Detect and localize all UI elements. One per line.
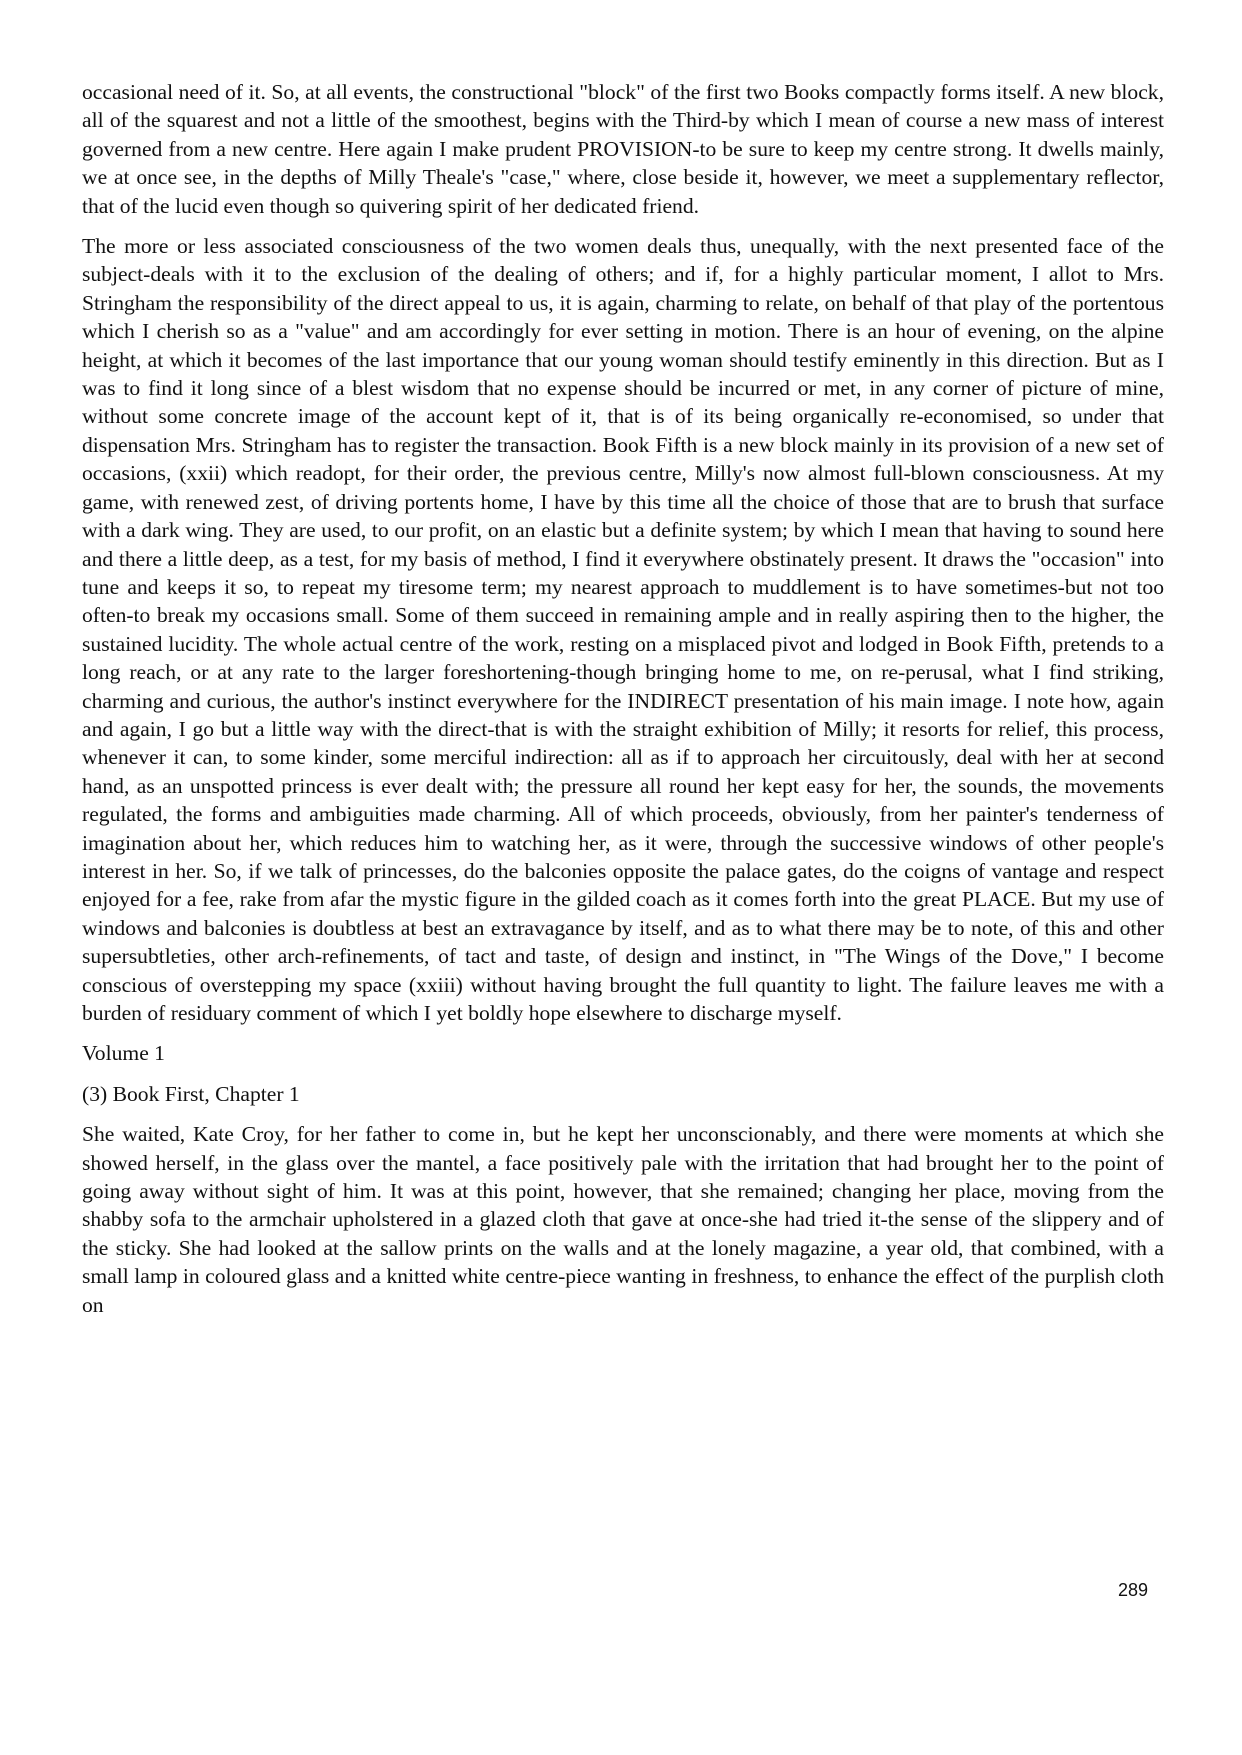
paragraph-chapter-opening: She waited, Kate Croy, for her father to come in, but he kept her unconscionably, and there were moments at which she showed herself, in the glass over the mantel, a face positively pale with the irritation that had brought her to the point of going away without sight of him. It was at this point, however, that she remained; changing her place, moving from the shabby sofa to the armchair upholstered in a glazed cloth that gave at once-she had tried it-the sense of the slippery and of the sticky. She had looked at the sallow prints on the walls and at the lonely magazine, a year old, that combined, with a small lamp in coloured glass and a knitted white centre-piece wanting in freshness, to enhance the effect of the purplish cloth on [82, 1122, 1164, 1317]
document-page [82, 78, 1164, 1331]
paragraph-main: The more or less associated consciousness of the two women deals thus, unequally, with the next presented face of the subject-deals with it to the exclusion of the dealing of others; and if, for a highly particular moment, I allot to Mrs. Stringham the responsibility of the direct appeal to us, it is again, charming to relate, on behalf of that play of the portentous which I cherish so as a "value" and am accordingly for ever setting in motion. There is an hour of evening, on the alpine height, at which it becomes of the last importance that our young woman should testify eminently in this direction. But as I was to find it long since of a blest wisdom that no expense should be incurred or met, in any corner of picture of mine, without some concrete image of the account kept of it, that is of its being organically re-economised, so under that dispensation Mrs. Stringham has to register the transaction. Book Fifth is a new block mainly in its provision of a new set of occasions, (xxii) which readopt, for their order, the previous centre, Milly's now almost full-blown consciousness. At my game, with renewed zest, of driving portents home, I have by this time all the choice of those that are to brush that surface with a dark wing. They are used, to our profit, on an elastic but a definite system; by which I mean that having to sound here and there a little deep, as a test, for my basis of method, I find it everywhere obstinately present. It draws the "occasion" into tune and keeps it so, to repeat my tiresome term; my nearest approach to muddlement is to have sometimes-but not too often-to break my occasions small. Some of them succeed in remaining ample and in really aspiring then to the higher, the sustained lucidity. The whole actual centre of the work, resting on a misplaced pivot and lodged in Book Fifth, pretends to a long reach, or at any rate to the larger foreshortening-though bringing home to me, on re-perusal, what I find striking, charming and curious, the author's instinct everywhere for the INDIRECT presentation of his main image. I note how, again and again, I go but a little way with the direct-that is with the straight exhibition of Milly; it resorts for relief, this process, whenever it can, to some kinder, some merciful indirection: all as if to approach her circuitously, deal with her at second hand, as an unspotted princess is ever dealt with; the pressure all round her kept easy for her, the sounds, the movements regulated, the forms and ambiguities made charming. All of which proceeds, obviously, from her painter's tenderness of imagination about her, which reduces him to watching her, as it were, through the successive windows of other people's interest in her. So, if we talk of princesses, do the balconies opposite the palace gates, do the coigns of vantage and respect enjoyed for a fee, rake from afar the mystic figure in the gilded coach as it comes forth into the great PLACE. But my use of windows and balconies is doubtless at best an extravagance by itself, and as to what there may be to note, of this and other supersubtleties, other arch-refinements, of tact and taste, of design and instinct, in "The Wings of the Dove," I become conscious of overstepping my space (xxiii) without having brought the full quantity to light. The failure leaves me with a burden of residuary comment of which I yet boldly hope elsewhere to discharge myself. [82, 234, 1164, 1025]
paragraph-intro: occasional need of it. So, at all events, the constructional "block" of the first two Books compactly forms itself. A new block, all of the squarest and not a little of the smoothest, begins with the Third-by which I mean of course a new mass of interest governed from a new centre. Here again I make prudent PROVISION-to be sure to keep my centre strong. It dwells mainly, we at once see, in the depths of Milly Theale's "case," where, close beside it, however, we meet a supplementary reflector, that of the lucid even though so quivering spirit of her dedicated friend. [82, 80, 1164, 218]
volume-heading: Volume 1 [82, 1041, 165, 1066]
page-number: 289 [1118, 1580, 1149, 1600]
chapter-heading: (3) Book First, Chapter 1 [82, 1081, 300, 1106]
